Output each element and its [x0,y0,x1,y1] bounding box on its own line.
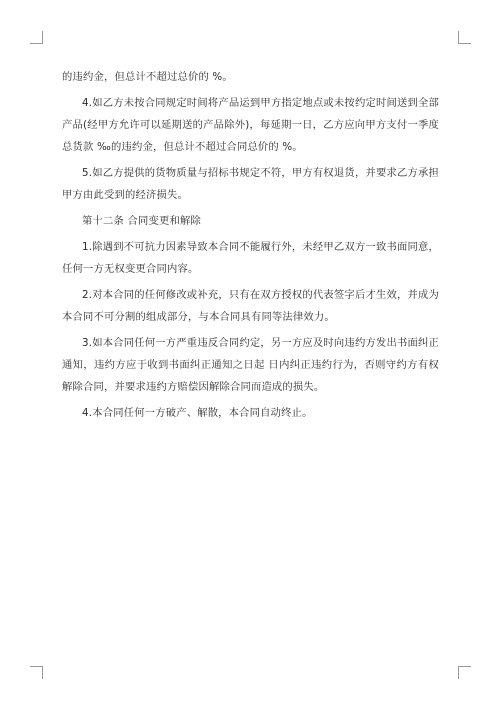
paragraph-clause-4: 4.如乙方未按合同规定时间将产品运到甲方指定地点或未按约定时间送到全部产品(经甲方允许可以延期送的产品除外)，每延期一日，乙方应向甲方支付一季度总货款 ‰的违约金，但总计不超过合同总价的 %。 [62,97,439,153]
crop-mark-bottom-left [30,666,43,679]
crop-mark-top-right [458,31,471,44]
paragraph-clause-2: 2.对本合同的任何修改或补充，只有在双方授权的代表签字后才生效，并成为本合同不可分割的组成部分，与本合同具有同等法律效力。 [62,289,439,323]
crop-mark-top-left [30,31,43,44]
document-body [62,66,439,428]
paragraph-clause-4-termination: 4.本合同任何一方破产、解散，本合同自动终止。 [82,407,313,419]
paragraph-clause-3: 3.如本合同任何一方严重违反合同约定，另一方应及时向违约方发出书面纠正通知，违约方应于收到书面纠正通知之日起 日内纠正违约行为，否则守约方有权解除合同，并要求违约方赔偿因解除合同而造成的损失。 [62,337,439,393]
section-heading: 第十二条 合同变更和解除 [82,215,201,227]
paragraph-clause-1: 1.除遇到不可抗力因素导致本合同不能履行外，未经甲乙双方一致书面同意，任何一方无权变更合同内容。 [62,241,439,275]
paragraph-continuation: 的违约金，但总计不超过总价的 %。 [62,71,233,83]
paragraph-clause-5: 5.如乙方提供的货物质量与招标书规定不符，甲方有权退货，并要求乙方承担甲方由此受到的经济损失。 [62,167,439,201]
crop-mark-bottom-right [458,666,471,679]
